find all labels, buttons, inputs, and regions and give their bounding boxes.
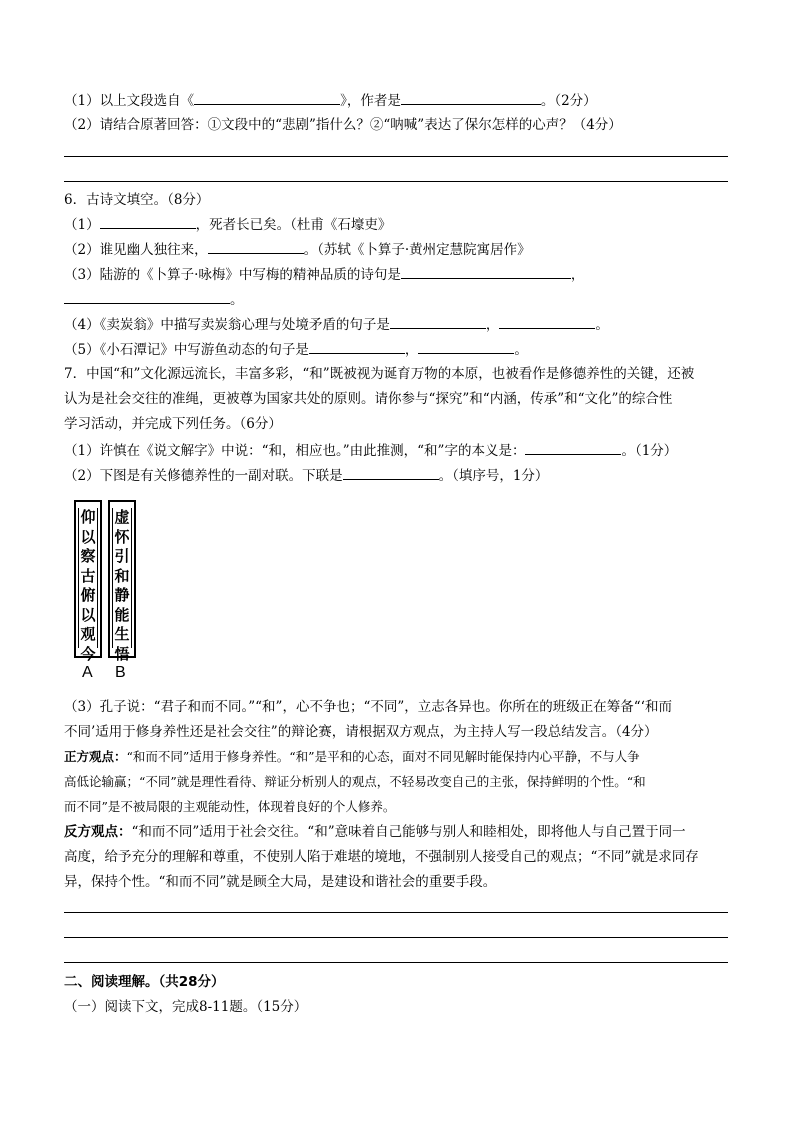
q7-intro-3: 学习活动，并完成下列任务。（6分） (64, 416, 282, 432)
couplet-char: 生 (114, 625, 130, 643)
q7-intro-2: 认为是社会交往的准绳，更被尊为国家共处的原则。请你参与“探究”和“内涵，传承”和“文化”的综合性 (64, 391, 673, 407)
answer-blank[interactable] (401, 264, 571, 279)
q7-item3-1: （3）孔子说：“君子和而不同。”“和”，心不争也；“不同”，立志各异也。你所在的班级正在筹备“‘和而 (64, 699, 672, 715)
answer-blank[interactable] (401, 90, 541, 105)
q6-item5: （5）《小石潭记》中写游鱼动态的句子是 ， 。 (64, 339, 528, 360)
section-subtitle: （一）阅读下文，完成8-11题。（15分） (64, 999, 308, 1015)
answer-line[interactable] (64, 937, 728, 938)
answer-blank[interactable] (499, 314, 595, 329)
answer-blank[interactable] (309, 339, 405, 354)
answer-line[interactable] (64, 156, 728, 157)
con-view-1: 反方观点：“和而不同”适用于社会交往。“和”意味着自己能够与别人和睦相处，即将他人与自己置于同一 (64, 824, 686, 840)
q6-item2: （2）谁见幽人独往来， 。（苏轼《卜算子·黄州定慧院寓居作》 (64, 239, 531, 260)
couplet-char: 怀 (114, 527, 130, 546)
q6-item3: （3）陆游的《卜算子·咏梅》中写梅的精神品质的诗句是 ， (64, 264, 584, 285)
answer-blank[interactable] (100, 214, 196, 229)
couplet-char: 古 (80, 566, 96, 585)
answer-line[interactable] (64, 181, 728, 182)
couplet-char: 虚 (114, 508, 130, 526)
couplet-char: 以 (80, 527, 96, 546)
couplet-char: 静 (114, 586, 130, 604)
couplet-char: 察 (80, 547, 96, 565)
q5-item2: （2）请结合原著回答：①文段中的“悲剧”指什么？②“呐喊”表达了保尔怎样的心声？（4分） (64, 117, 622, 133)
answer-blank[interactable] (390, 314, 486, 329)
con-view-3: 异，保持个性。“和而不同”就是顾全大局，是建设和谐社会的重要手段。 (64, 874, 497, 890)
section-title: 二、阅读理解。（共28分） (64, 974, 225, 990)
couplet-char: 引 (114, 547, 130, 565)
couplet-scroll-a (74, 500, 102, 663)
couplet-label-b: B (115, 664, 126, 681)
answer-line[interactable] (64, 912, 728, 913)
q7-item2: （2）下图是有关修德养性的一副对联。下联是 。（填序号，1分） (64, 465, 548, 486)
answer-blank[interactable] (525, 440, 621, 455)
answer-blank[interactable] (64, 289, 230, 304)
answer-blank[interactable] (418, 339, 514, 354)
couplet-char: 今 (80, 644, 96, 663)
q6-item4: （4）《卖炭翁》中描写卖炭翁心理与处境矛盾的句子是 ， 。 (64, 314, 609, 335)
couplet-label-a: A (82, 664, 93, 681)
pro-view-3: 而不同”是不被局限的主观能动性，体现着良好的个人修养。 (64, 799, 396, 814)
couplet-char: 和 (114, 566, 130, 585)
q5-item1: （1）以上文段选自《 》，作者是 。（2分） (64, 90, 597, 111)
couplet-scroll-b (108, 500, 136, 663)
q6-title: 6．古诗文填空。（8分） (64, 192, 210, 208)
q7-intro-1: 7．中国“和”文化源远流长，丰富多彩，“和”既被视为诞育万物的本原，也被看作是修德养性的关键，还被 (64, 366, 695, 382)
pro-view-1: 正方观点：“和而不同”适用于修身养性。“和”是平和的心态，面对不同见解时能保持内心平静，不与人争 (64, 749, 640, 764)
q7-item1: （1）许慎在《说文解字》中说：“和，相应也。”由此推测，“和”字的本义是： 。（1分） (64, 440, 677, 461)
con-view-2: 高度，给予充分的理解和尊重，不使别人陷于难堪的境地，不强制别人接受自己的观点；“不同”就是求同存 (64, 849, 699, 865)
couplet-char: 观 (80, 625, 96, 643)
answer-line[interactable] (64, 962, 728, 963)
q6-item1: （1） ，死者长已矣。（杜甫《石壕吏》 (64, 214, 391, 235)
couplet-char: 仰 (80, 508, 96, 526)
pro-view-2: 高低论输赢；“不同”就是理性看待、辩证分析别人的观点，不轻易改变自己的主张，保持鲜明的个性。“和 (64, 774, 646, 789)
answer-blank[interactable] (208, 239, 304, 254)
couplet-char: 能 (114, 605, 130, 624)
couplet-char: 悟 (114, 644, 130, 663)
q7-item3-2: 不同’适用于修身养性还是社会交往”的辩论赛，请根据双方观点，为主持人写一段总结发言。（4分） (64, 724, 658, 740)
answer-blank[interactable] (343, 465, 439, 480)
couplet-char: 俯 (80, 586, 96, 604)
answer-blank[interactable] (194, 90, 340, 105)
q6-item3-cont: 。 (64, 289, 244, 310)
couplet-char: 以 (80, 605, 96, 624)
